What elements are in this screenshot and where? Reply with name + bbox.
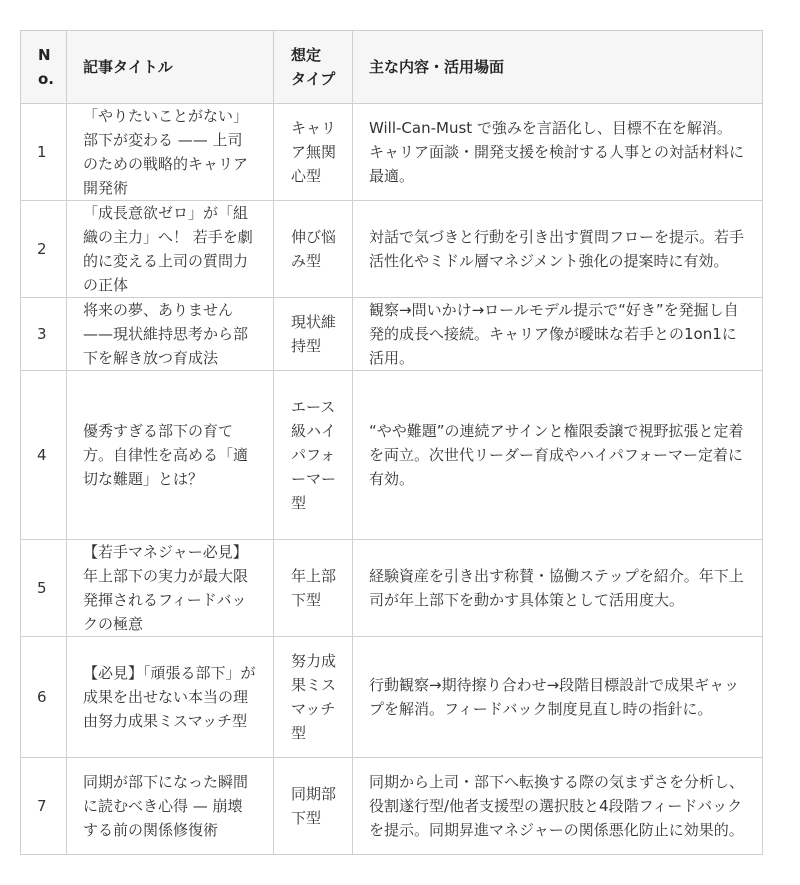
table-row [21, 201, 763, 298]
row-content: “やや難題”の連続アサインと権限委譲で視野拡張と定着を両立。次世代リーダー育成やハイパフォーマー定着に有効。 [353, 371, 763, 540]
row-content: 対話で気づきと行動を引き出す質問フローを提示。若手活性化やミドル層マネジメント強化の提案時に有効。 [353, 201, 763, 298]
row-type: 年上部下型 [274, 540, 353, 637]
row-title: 優秀すぎる部下の育て方。自律性を高める「適切な難題」とは？ [67, 371, 274, 540]
row-no: 6 [21, 637, 67, 758]
article-table [20, 30, 763, 855]
row-content: 経験資産を引き出す称賛・協働ステップを紹介。年下上司が年上部下を動かす具体策として活用度大。 [353, 540, 763, 637]
header-no: No. [21, 31, 67, 104]
table-row [21, 371, 763, 540]
row-title: 「やりたいことがない」部下が変わる —— 上司のための戦略的キャリア開発術 [67, 104, 274, 201]
row-content: Will-Can-Must で強みを言語化し、目標不在を解消。キャリア面談・開発支援を検討する人事との対話材料に最適。 [353, 104, 763, 201]
row-type: 現状維持型 [274, 298, 353, 371]
header-content: 主な内容・活用場面 [353, 31, 763, 104]
row-title: 【若手マネジャー必見】年上部下の実力が最大限発揮されるフィードバックの極意 [67, 540, 274, 637]
row-title: 将来の夢、ありません——現状維持思考から部下を解き放つ育成法 [67, 298, 274, 371]
row-title: 【必見】「頑張る部下」が成果を出せない本当の理由努力成果ミスマッチ型 [67, 637, 274, 758]
table-row [21, 637, 763, 758]
header-title: 記事タイトル [67, 31, 274, 104]
row-no: 7 [21, 758, 67, 855]
row-no: 4 [21, 371, 67, 540]
row-title: 同期が部下になった瞬間に読むべき心得 — 崩壊する前の関係修復術 [67, 758, 274, 855]
table-row [21, 104, 763, 201]
table-row [21, 758, 763, 855]
table-row [21, 298, 763, 371]
table-header-row [21, 31, 763, 104]
row-type: キャリア無関心型 [274, 104, 353, 201]
row-no: 2 [21, 201, 67, 298]
table-row [21, 540, 763, 637]
row-no: 5 [21, 540, 67, 637]
row-content: 観察→問いかけ→ロールモデル提示で“好き”を発掘し自発的成長へ接続。キャリア像が曖昧な若手との1on1に活用。 [353, 298, 763, 371]
article-table-container [20, 30, 763, 855]
row-no: 3 [21, 298, 67, 371]
header-type: 想定タイプ [274, 31, 353, 104]
row-content: 行動観察→期待擦り合わせ→段階目標設計で成果ギャップを解消。フィードバック制度見直し時の指針に。 [353, 637, 763, 758]
row-type: 同期部下型 [274, 758, 353, 855]
row-no: 1 [21, 104, 67, 201]
row-title: 「成長意欲ゼロ」が「組織の主力」へ！ 若手を劇的に変える上司の質問力の正体 [67, 201, 274, 298]
row-type: 努力成果ミスマッチ型 [274, 637, 353, 758]
row-type: エース級ハイパフォーマー型 [274, 371, 353, 540]
row-type: 伸び悩み型 [274, 201, 353, 298]
row-content: 同期から上司・部下へ転換する際の気まずさを分析し、役割遂行型/他者支援型の選択肢と4段階フィードバックを提示。同期昇進マネジャーの関係悪化防止に効果的。 [353, 758, 763, 855]
